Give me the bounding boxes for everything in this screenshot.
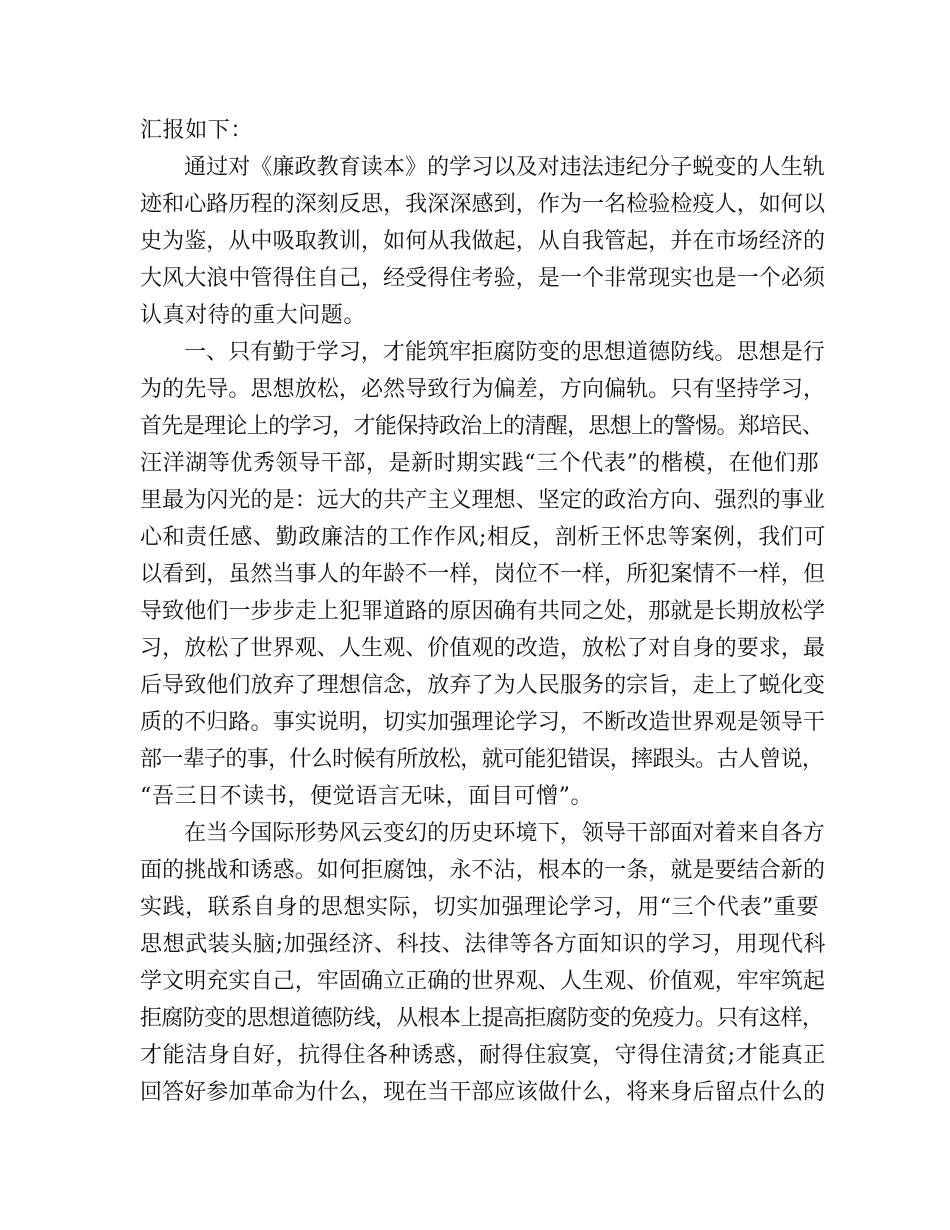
text-line: 回答好参加革命为什么，现在当干部应该做什么，将来身后留点什么的 <box>140 1080 826 1105</box>
text-line: 导致他们一步步走上犯罪道路的原因确有共同之处，那就是长期放松学 <box>140 599 826 624</box>
text-line: 里最为闪光的是：远大的共产主义理想、坚定的政治方向、强烈的事业 <box>140 488 826 513</box>
text-line: 汪洋湖等优秀领导干部，是新时期实践“三个代表”的楷模，在他们那 <box>140 451 820 476</box>
text-line: 认真对待的重大问题。 <box>140 303 367 328</box>
text-line: 在当今国际形势风云变幻的历史环境下，领导干部面对着来自各方 <box>184 821 825 846</box>
text-line: 心和责任感、勤政廉洁的工作作风;相反，剖析王怀忠等案例，我们可 <box>140 525 827 550</box>
text-line: 实践，联系自身的思想实际，切实加强理论学习，用“三个代表”重要 <box>140 895 820 920</box>
text-line: 大风大浪中管得住自己，经受得住考验，是一个非常现实也是一个必须 <box>140 266 826 291</box>
text-line: 以看到，虽然当事人的年龄不一样，岗位不一样，所犯案情不一样，但 <box>140 562 826 587</box>
text-line: 质的不归路。事实说明，切实加强理论学习，不断改造世界观是领导干 <box>140 710 826 735</box>
text-line: 汇报如下： <box>140 118 254 143</box>
text-line: 史为鉴，从中吸取教训，如何从我做起，从自我管起，并在市场经济的 <box>140 229 826 254</box>
text-line: 面的挑战和诱惑。如何拒腐蚀，永不沾，根本的一条，就是要结合新的 <box>140 858 826 883</box>
text-line: 思想武装头脑;加强经济、科技、法律等各方面知识的学习，用现代科 <box>140 932 827 957</box>
text-line: 首先是理论上的学习，才能保持政治上的清醒，思想上的警惕。郑培民、 <box>140 414 824 439</box>
text-line: 通过对《廉政教育读本》的学习以及对违法违纪分子蜕变的人生轨 <box>184 155 825 180</box>
text-line: 一、只有勤于学习，才能筑牢拒腐防变的思想道德防线。思想是行 <box>184 340 825 365</box>
text-line: 迹和心路历程的深刻反思，我深深感到，作为一名检验检疫人，如何以 <box>140 192 826 217</box>
text-line: 部一辈子的事，什么时候有所放松，就可能犯错误，摔跟头。古人曾说， <box>140 747 824 772</box>
text-line: 为的先导。思想放松，必然导致行为偏差，方向偏轨。只有坚持学习， <box>140 377 826 402</box>
text-line: “吾三日不读书，便觉语言无味，面目可憎”。 <box>140 784 594 809</box>
text-line: 后导致他们放弃了理想信念，放弃了为人民服务的宗旨，走上了蜕化变 <box>140 673 826 698</box>
text-line: 拒腐防变的思想道德防线，从根本上提高拒腐防变的免疫力。只有这样， <box>140 1006 824 1031</box>
text-line: 习，放松了世界观、人生观、价值观的改造，放松了对自身的要求，最 <box>140 636 826 661</box>
text-line: 学文明充实自己，牢固确立正确的世界观、人生观、价值观，牢牢筑起 <box>140 969 826 994</box>
text-line: 才能洁身自好，抗得住各种诱惑，耐得住寂寞，守得住清贫;才能真正 <box>140 1043 827 1068</box>
document-body <box>140 112 830 1111</box>
